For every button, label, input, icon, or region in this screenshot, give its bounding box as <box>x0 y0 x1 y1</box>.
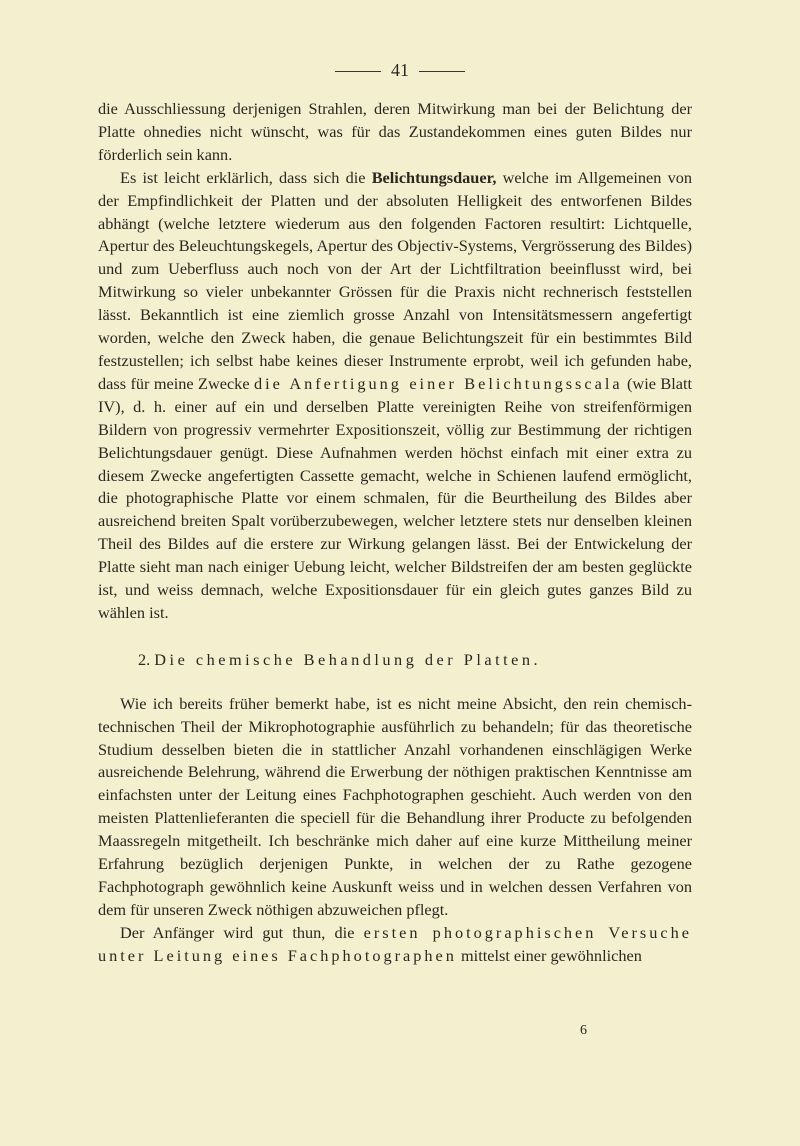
paragraph-text-segment: (wie Blatt IV), d. h. einer auf ein und derselben Platte vereinigten Reihe von streifenförmigen Bildern von progressiv vermehrter Expositionszeit, völlig zur Bestimmung der richtigen Belichtungsdauer genügt. Diese Aufnahmen werden höchst einfach mit einer extra zu diesem Zwecke angefertigten Cassette gemacht, welche in Schienen laufend ermöglicht, die photographische Platte vor einem schmalen, für die Beurtheilung des Bildes aber ausreichend breiten Spalt vorüberzubewegen, welcher letztere stets nur denselben kleinen Theil des Bildes auf die erstere zur Wirkung gelangen lässt. Bei der Entwickelung der Platte sieht man nach einiger Uebung leicht, welcher Bildstreifen der am besten geglückte ist, und weiss demnach, welche Expositionsdauer für ein gleich gutes ganzes Bild zu wählen ist. <box>98 373 693 622</box>
header-dash-right <box>419 71 465 72</box>
paragraph-belichtungsdauer <box>98 167 692 625</box>
page-number: 41 <box>391 60 409 80</box>
section-heading <box>98 649 692 672</box>
body-text <box>98 98 692 968</box>
emphasized-term: Belichtungsdauer, <box>371 167 497 187</box>
paragraph-text-segment: welche im Allgemeinen von der Empfindlichkeit der Platten und der absoluten Helligkeit des entworfenen Bildes abhängt (welche letztere wiederum aus den folgenden Factoren resultirt: Lichtquelle, Apertur des Beleuchtungskegels, Apertur des Objectiv-Systems, Vergrösserung des Bildes) und zum Ueberfluss auch noch von der Art der Lichtfiltration beeinflusst wird, bei Mitwirkung so vieler unbekannter Grössen für die Praxis nicht rechnerisch feststellen lässt. Bekanntlich ist eine ziemlich grosse Anzahl von Intensitätsmessern angefertigt worden, welche den Zweck haben, die genaue Belichtungszeit für ein bestimmtes Bild festzustellen; ich selbst habe keines dieser Instrumente erprobt, weil ich gefunden habe, dass für meine Zwecke <box>98 167 693 393</box>
paragraph-text-segment: Es ist leicht erklärlich, dass sich die <box>120 167 372 187</box>
section-number: 2. <box>138 649 151 669</box>
spaced-emphasis: die Anfertigung einer Belichtungsscala <box>253 373 623 393</box>
signature-mark: 6 <box>580 1023 587 1038</box>
paragraph-text-segment: mittelst einer gewöhnlichen <box>456 945 642 965</box>
header-dash-left <box>335 71 381 72</box>
spaced-emphasis: ersten photographischen Versuche unter Leitung eines Fachphotographen <box>98 922 692 965</box>
page-header <box>0 60 800 80</box>
paragraph-continuation: die Ausschliessung derjenigen Strahlen, deren Mitwirkung man bei der Belichtung der Platte ohnedies nicht wünscht, was für das Zustandekommen eines guten Bildes nur förderlich sein kann. <box>98 99 692 164</box>
section-title: Die chemische Behandlung der Platten. <box>154 649 542 669</box>
paragraph-text-segment: Der Anfänger wird gut thun, die <box>120 922 364 942</box>
paragraph-anfaenger <box>98 922 692 968</box>
paragraph-chemische-behandlung: Wie ich bereits früher bemerkt habe, ist es nicht meine Absicht, den rein chemisch-technischen Theil der Mikrophotographie ausführlich zu behandeln; für das theoretische Studium desselben bieten die in stattlicher Anzahl vorhandenen einschlägigen Werke ausreichende Belehrung, während die Erwerbung der nöthigen praktischen Kenntnisse am einfachsten unter der Leitung eines Fachphotographen geschieht. Auch werden von den meisten Plattenlieferanten die speciell für die Behandlung ihrer Producte zu befolgenden Maassregeln mitgetheilt. Ich beschränke mich daher auf eine kurze Mittheilung meiner Erfahrung bezüglich derjenigen Punkte, in welchen der zu Rathe gezogene Fachphotograph gewöhnlich keine Auskunft weiss und in welchen dessen Verfahren von dem für unseren Zweck nöthigen abzuweichen pflegt. <box>98 693 692 919</box>
